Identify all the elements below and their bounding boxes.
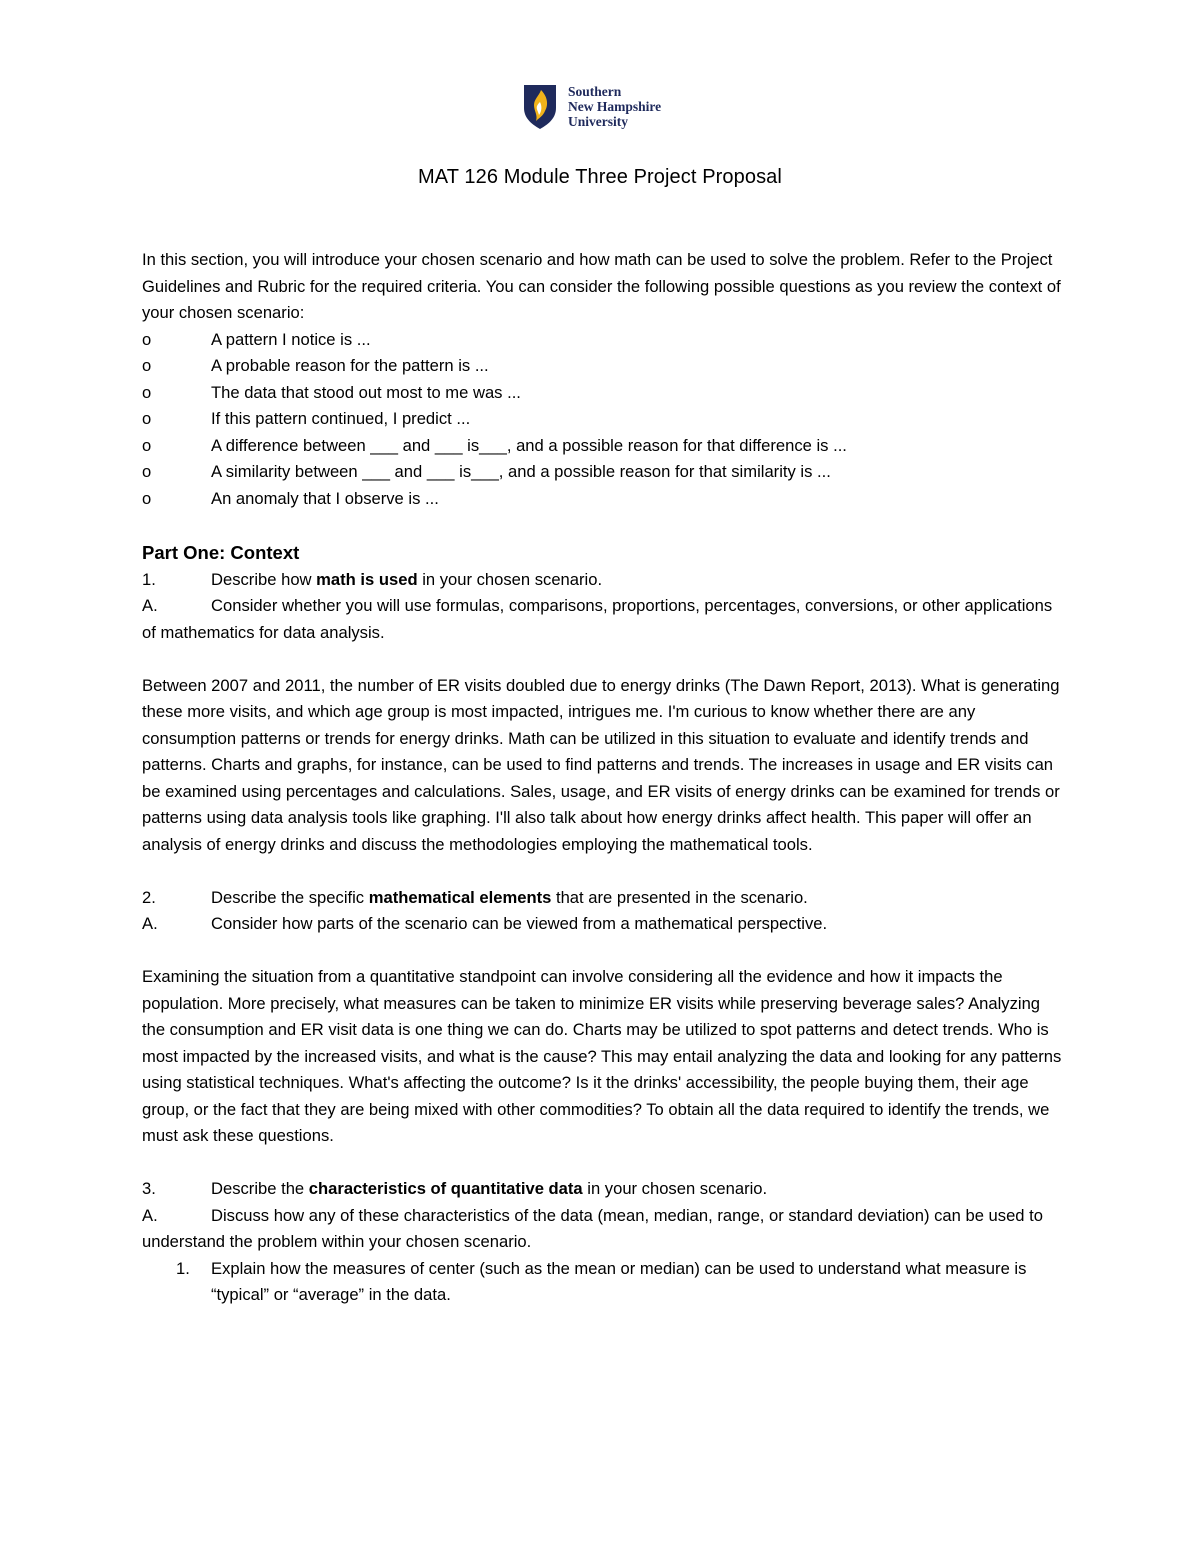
logo-line: University bbox=[568, 114, 628, 129]
question-2-answer: Examining the situation from a quantitative standpoint can involve considering all the evidence and how it impacts the population. More precisely, what measures can be taken to minimize ER visits while preserving beverage sales? Analyzing the consumption and ER visit data is one thing we can do. Charts may be utilized to spot patterns and detect trends. Who is most impacted by the increased visits, and what is the cause? This may entail analyzing the data and looking for any patterns using statistical techniques. What's affecting the outcome? Is it the drinks' accessibility, the people buying them, their age group, or the fact that they are being mixed with other commodities? To obtain all the data required to identify the trends, we must ask these questions. bbox=[142, 967, 1062, 1145]
question-list bbox=[142, 327, 1062, 513]
bullet-marker: o bbox=[142, 409, 152, 428]
bullet-marker: o bbox=[142, 435, 152, 455]
subsubprompt-marker: 1. bbox=[176, 1258, 190, 1278]
question-number: 3. bbox=[142, 1179, 156, 1198]
section-heading: Part One: Context bbox=[142, 541, 300, 563]
bullet-marker: o bbox=[142, 462, 152, 481]
list-item-text: The data that stood out most to me was ... bbox=[211, 382, 521, 402]
list-item-text: A similarity between ___ and ___ is___, and a possible reason for that similarity is ... bbox=[211, 462, 831, 481]
question-number: 2. bbox=[142, 887, 156, 907]
question-text-pre: Describe the bbox=[211, 1179, 309, 1198]
question-2 bbox=[142, 885, 1062, 912]
subprompt-text: Consider whether you will use formulas, comparisons, proportions, percentages, conversions, or other applications of mathematics for data analysis. bbox=[142, 596, 1053, 642]
question-text-post: that are presented in the scenario. bbox=[551, 887, 808, 907]
university-logo bbox=[522, 82, 692, 132]
list-item-text: A difference between ___ and ___ is___, and a possible reason for that difference is ... bbox=[211, 435, 847, 455]
subsubprompt-text: Explain how the measures of center (such as the mean or median) can be used to understand what measure is “typical” or “average” in the data. bbox=[211, 1258, 1027, 1304]
question-text-pre: Describe the specific bbox=[211, 887, 369, 907]
list-item bbox=[142, 406, 1062, 433]
question-text-post: in your chosen scenario. bbox=[582, 1179, 768, 1198]
list-item bbox=[142, 353, 1062, 380]
question-text-bold: mathematical elements bbox=[368, 887, 552, 907]
question-1-subprompt bbox=[142, 593, 1062, 646]
list-item-text: An anomaly that I observe is ... bbox=[211, 488, 439, 508]
question-text-bold: math is used bbox=[316, 569, 418, 589]
list-item-text: If this pattern continued, I predict ... bbox=[211, 409, 471, 428]
document-body bbox=[142, 247, 1062, 1309]
list-item-text: A probable reason for the pattern is ... bbox=[211, 356, 489, 375]
question-1 bbox=[142, 567, 1062, 594]
question-text-post: in your chosen scenario. bbox=[417, 569, 603, 589]
question-text-bold: characteristics of quantitative data bbox=[308, 1179, 583, 1198]
question-2-subprompt bbox=[142, 911, 1062, 938]
list-item-text: A pattern I notice is ... bbox=[211, 329, 371, 349]
page-title: MAT 126 Module Three Project Proposal bbox=[418, 166, 782, 188]
intro-paragraph: In this section, you will introduce your chosen scenario and how math can be used to solve the problem. Refer to the Project Guidelines and Rubric for the required criteria. You can consider the following possible questions as you review the context of your chosen scenario: bbox=[142, 250, 1061, 322]
subprompt-marker: A. bbox=[142, 1205, 158, 1225]
list-item bbox=[142, 380, 1062, 407]
list-item bbox=[142, 433, 1062, 460]
question-3-subsubprompt bbox=[176, 1256, 1062, 1309]
logo-line: Southern bbox=[568, 84, 622, 99]
question-number: 1. bbox=[142, 569, 156, 589]
question-text bbox=[211, 567, 1062, 594]
list-item bbox=[142, 459, 1062, 486]
question-text bbox=[211, 1176, 1062, 1203]
subprompt-text: Discuss how any of these characteristics of the data (mean, median, range, or standard deviation) can be used to understand the problem within your chosen scenario. bbox=[142, 1205, 1043, 1251]
question-text-pre: Describe how bbox=[211, 569, 317, 589]
subprompt-marker: A. bbox=[142, 596, 158, 615]
list-item bbox=[142, 327, 1062, 354]
snhu-shield-icon bbox=[522, 84, 558, 130]
question-3-subprompt bbox=[142, 1203, 1062, 1256]
logo-wordmark bbox=[568, 84, 698, 129]
question-1-answer: Between 2007 and 2011, the number of ER visits doubled due to energy drinks (The Dawn Report, 2013). What is generating these more visits, and which age group is most impacted, intrigues me. I'm curious to know whether there are any consumption patterns or trends for energy drinks. Math can be utilized in this situation to evaluate and identify trends and patterns. Charts and graphs, for instance, can be used to find patterns and trends. The increases in usage and ER visits can be examined using percentages and calculations. Sales, usage, and ER visits of energy drinks can be examined for trends or patterns using data analysis tools like graphing. I'll also talk about how energy drinks affect health. This paper will offer an analysis of energy drinks and discuss the methodologies employing the mathematical tools. bbox=[142, 675, 1060, 854]
bullet-marker: o bbox=[142, 488, 152, 508]
question-3 bbox=[142, 1176, 1062, 1203]
subprompt-text: Consider how parts of the scenario can be viewed from a mathematical perspective. bbox=[211, 914, 828, 933]
bullet-marker: o bbox=[142, 356, 152, 375]
bullet-marker: o bbox=[142, 382, 152, 402]
bullet-marker: o bbox=[142, 329, 152, 349]
subprompt-marker: A. bbox=[142, 914, 158, 933]
question-text bbox=[211, 885, 1062, 912]
logo-line: New Hampshire bbox=[568, 99, 662, 114]
list-item bbox=[142, 486, 1062, 513]
